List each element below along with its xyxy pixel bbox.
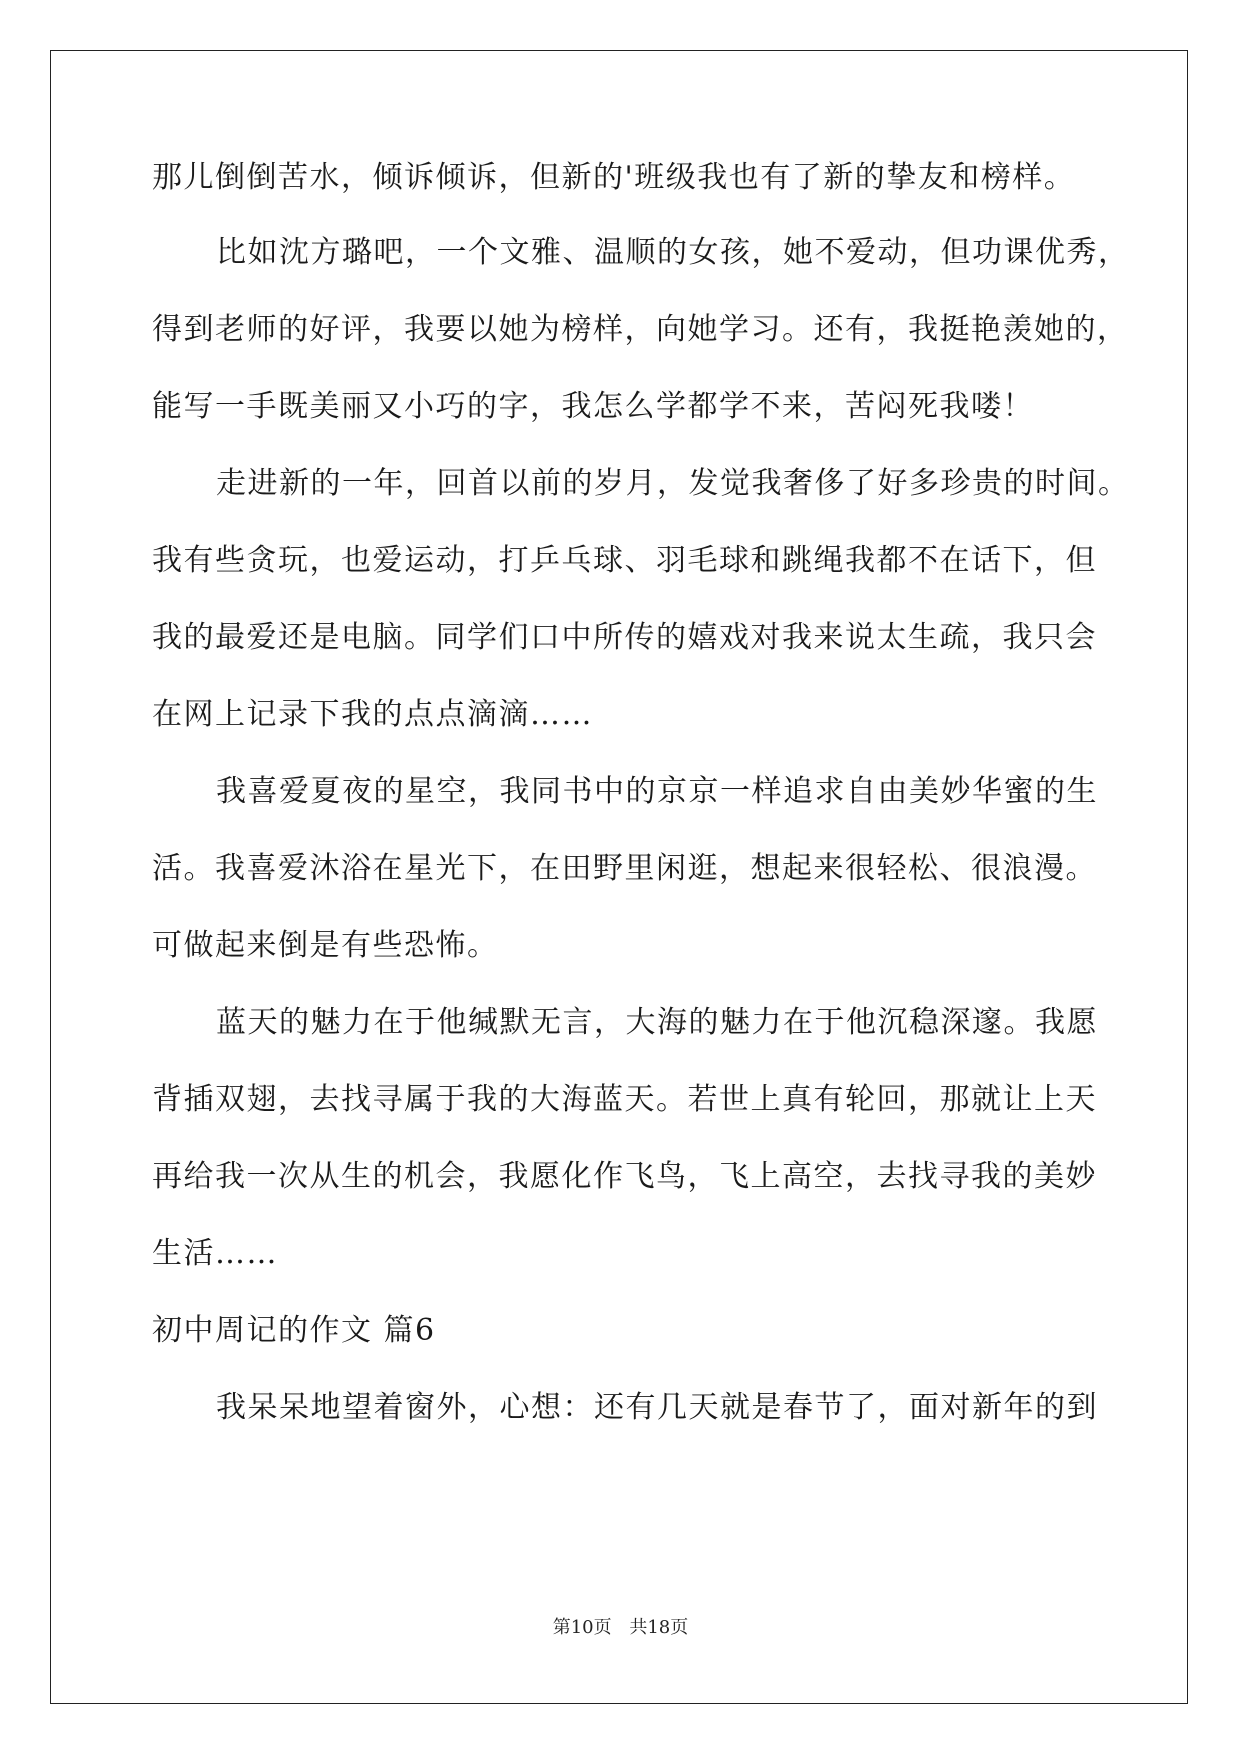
text-line: 我呆呆地望着窗外，心想：还有几天就是春节了，面对新年的到 <box>216 1390 1098 1425</box>
text-line: 我有些贪玩，也爱运动，打乒乓球、羽毛球和跳绳我都不在话下，但 <box>152 543 1097 578</box>
text-line: 在网上记录下我的点点滴滴…… <box>152 697 593 732</box>
text-line: 得到老师的好评，我要以她为榜样，向她学习。还有，我挺艳羡她的， <box>152 312 1129 347</box>
text-line: 蓝天的魅力在于他缄默无言，大海的魅力在于他沉稳深邃。我愿 <box>216 1005 1098 1040</box>
section-heading: 初中周记的作文 篇6 <box>152 1313 436 1348</box>
text-line: 再给我一次从生的机会，我愿化作飞鸟，飞上高空，去找寻我的美妙 <box>152 1159 1097 1194</box>
text-line: 比如沈方璐吧，一个文雅、温顺的女孩，她不爱动，但功课优秀， <box>216 235 1130 270</box>
text-line: 背插双翅，去找寻属于我的大海蓝天。若世上真有轮回，那就让上天 <box>152 1082 1097 1117</box>
page-footer <box>0 1616 1241 1640</box>
text-line: 活。我喜爱沐浴在星光下，在田野里闲逛，想起来很轻松、很浪漫。 <box>152 851 1097 886</box>
text-line: 能写一手既美丽又小巧的字，我怎么学都学不来，苦闷死我喽！ <box>152 389 1034 424</box>
page-total: 共18页 <box>629 1617 689 1638</box>
text-line: 走进新的一年，回首以前的岁月，发觉我奢侈了好多珍贵的时间。 <box>216 466 1130 501</box>
text-line: 可做起来倒是有些恐怖。 <box>152 928 499 963</box>
text-line: 我喜爱夏夜的星空，我同书中的京京一样追求自由美妙华蜜的生 <box>216 774 1098 809</box>
text-line: 那儿倒倒苦水，倾诉倾诉，但新的'班级我也有了新的挚友和榜样。 <box>152 160 1076 195</box>
text-line: 我的最爱还是电脑。同学们口中所传的嬉戏对我来说太生疏，我只会 <box>152 620 1097 655</box>
text-line: 生活…… <box>152 1236 278 1271</box>
page-number: 第10页 <box>552 1617 612 1638</box>
